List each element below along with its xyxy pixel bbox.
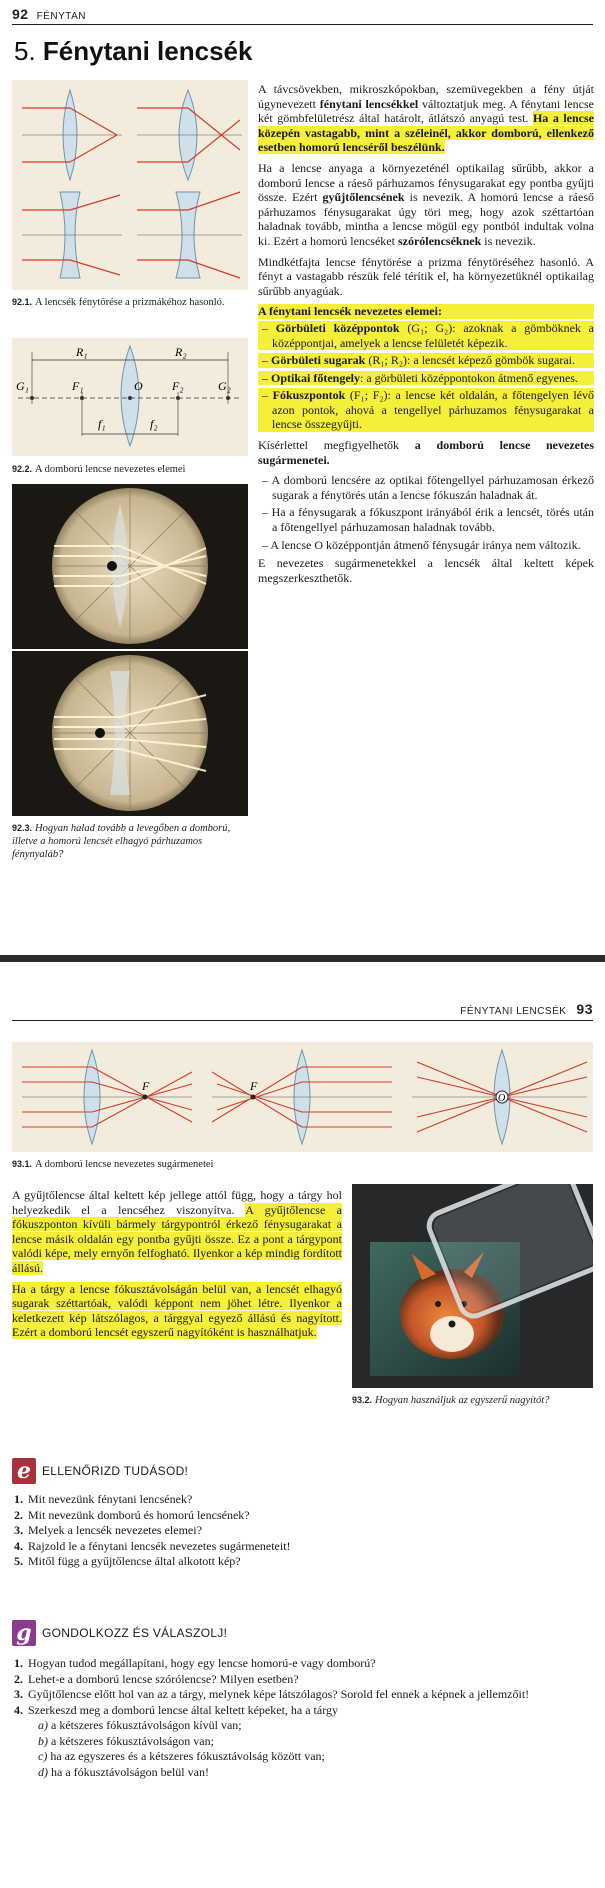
page-number: 93 (576, 1001, 593, 1017)
paragraph-converging: Ha a lencse anyaga a környezeténél optikailag sűrűbb, akkor a domború lencse a ráeső párhuzamos fénysugarakat egy pontba gyűjti össze. Ezért gyűjtőlencsének is nevezik. A homorú lencse a ráeső párhuzamos fénysugarakat úgy töri meg, hogy azok széttartóan haladnak tovább, mintha a lencse mögül egy pontból indultak volna ki. Ezért a homorú lencséket szórólencséknek is nevezik. (258, 160, 594, 248)
figure-caption-93-2 (352, 1394, 593, 1407)
question-item: 3. Gyűjtőlencse előtt hol van az a tárgy, melynek képe látszólagos? Sorold fel ennek a képnek a jellemzőit! (14, 1687, 530, 1701)
label-f1: F₁ (72, 379, 84, 393)
caption-number: 93.2. (352, 1395, 373, 1405)
page-93 (0, 962, 605, 1888)
paragraph-conclusion: E nevezetes sugármenetekkel a lencsék által keltett képek megszerkeszthetők. (258, 556, 594, 585)
label-o: O (498, 1093, 506, 1104)
list-item: – Görbületi sugarak (R₁; R₂): a lencsét képező gömbök sugarai. (258, 353, 594, 368)
lens-elements-diagram (12, 338, 248, 456)
think-answer-header (12, 1620, 227, 1646)
figure-ray-diagrams (12, 1042, 593, 1152)
sub-question: a) a kétszeres fókusztávolságon kívül van; (38, 1718, 242, 1732)
list-item: – Görbületi középpontok (G₁; G₂): azoknak a gömböknek a középpontjai, amelyek a lencse felületét képezik. (258, 321, 594, 350)
sub-question: b) a kétszeres fókusztávolságon van; (38, 1733, 214, 1748)
list-item: – Fókuszpontok (F₁; F₂): a lencse két oldalán, a főtengelyen lévő azon pontok, ahová a tengellyel párhuzamos fénysugarakat a lencse összegyűjti. (258, 388, 594, 432)
question-item: 1. Mit nevezünk fénytani lencsének? (14, 1492, 193, 1506)
convex-lens-right (137, 90, 242, 180)
think-answer-icon: g (12, 1620, 36, 1646)
caption-text: A domború lencse nevezetes sugármenetei (35, 1159, 214, 1170)
label-g1: G₁ (16, 379, 29, 393)
image-text-column (12, 1188, 342, 1346)
label-f2: F₂ (172, 379, 184, 393)
caption-text: A domború lencse nevezetes elemei (35, 464, 186, 475)
check-knowledge-title: ELLENŐRIZD TUDÁSOD! (42, 1464, 189, 1478)
label-f: F (250, 1079, 258, 1093)
paragraph-experiment: Kísérlettel megfigyelhetők a domború lencse nevezetes sugármenetei. (258, 438, 594, 467)
ray-item: – A domború lencsére az optikai főtengellyel párhuzamosan érkező sugarak a fénytörés után a lencse fókuszán haladnak át. (262, 473, 594, 502)
sub-question: c) ha az egyszeres és a kétszeres fókusztávolság között van; (38, 1749, 325, 1763)
question-item: 5. Mitől függ a gyűjtőlencse által alkotott kép? (14, 1554, 241, 1568)
check-knowledge-icon: e (12, 1458, 36, 1484)
question-item: 4. Szerkeszd meg a domború lencse által keltett képeket, ha a tárgy (14, 1702, 338, 1717)
label-f1-length: f₁ (98, 417, 106, 431)
label-r1: R₁ (76, 345, 88, 359)
paragraph-intro: A távcsövekben, mikroszkópokban, szemüvegekben a fény útját úgynevezett fénytani lencsékkel változtatjuk meg. A fénytani lencse két gömbfelületrész által határolt, átlátszó anyagú test. Ha a lencse közepén vastagabb, mint a széleinél, akkor domború, ellenkező esetben homorú lencséről beszélünk. (258, 82, 595, 155)
chapter-title (14, 36, 252, 67)
label-r2: R₂ (175, 345, 187, 359)
caption-number: 92.2. (12, 464, 33, 474)
caption-number: 92.3. (12, 823, 33, 833)
running-head-text: FÉNYTAN (36, 11, 87, 22)
think-answer-list (14, 1656, 592, 1780)
page-number: 92 (12, 6, 29, 22)
ray-diagram-from-focus (212, 1050, 392, 1144)
header-rule (12, 1020, 593, 1021)
check-knowledge-list (14, 1492, 592, 1570)
ray-diagram-center (412, 1050, 587, 1144)
question-item: 2. Mit nevezünk domború és homorú lencsének? (14, 1507, 250, 1522)
question-item: 1. Hogyan tudod megállapítani, hogy egy lencse homorú-e vagy domború? (14, 1656, 376, 1670)
caption-number: 92.1. (12, 297, 33, 307)
elements-heading: A fénytani lencsék nevezetes elemei: (258, 304, 594, 319)
figure-caption-92-1 (12, 296, 248, 309)
figure-lens-refraction (12, 80, 248, 290)
chapter-number: 5. (14, 36, 36, 66)
label-g2: G₂ (218, 379, 231, 393)
label-f2-length: f₂ (150, 417, 158, 431)
photo-concave-lens-experiment (12, 651, 248, 816)
paragraph-prism: Mindkétfajta lencse fénytörése a prizma fénytöréséhez hasonló. A fényt a vastagabb részük felé térítik el, ha környezetüknél optikailag sűrűbb anyagúak. (258, 254, 594, 298)
figure-caption-92-3 (12, 822, 248, 861)
check-knowledge-header (12, 1458, 188, 1484)
ray-item: – Ha a fénysugarak a fókuszpont irányából érik a lencsét, törés után a főtengellyel párhuzamosan haladnak tovább. (262, 505, 594, 535)
sub-question: d) ha a fókusztávolságon belül van! (38, 1764, 209, 1779)
figure-caption-92-2 (12, 463, 248, 476)
label-f: F (142, 1079, 150, 1093)
chapter-title-text: Fénytani lencsék (42, 36, 253, 66)
think-answer-title: GONDOLKOZZ ÉS VÁLASZOLJ! (42, 1626, 228, 1640)
concave-lens-right (137, 192, 242, 278)
question-item: 4. Rajzold le a fénytani lencsék nevezetes sugármeneteit! (14, 1538, 291, 1553)
ray-diagram-parallel (22, 1050, 192, 1144)
running-head (460, 1001, 593, 1017)
lens-refraction-diagram (12, 80, 248, 290)
ray-diagrams (12, 1042, 593, 1152)
caption-text: Hogyan halad tovább a levegőben a domború, illetve a homorú lencsét elhagyó párhuzamos fénynyaláb? (12, 823, 231, 860)
caption-number: 93.1. (12, 1159, 33, 1169)
running-head (12, 6, 86, 22)
question-item: 2. Lehet-e a domború lencse szórólencse? Milyen esetben? (14, 1671, 299, 1686)
figure-caption-93-1 (12, 1158, 412, 1171)
main-text-column (258, 82, 594, 591)
elements-list (258, 321, 594, 432)
paragraph-magnifier: Ha a tárgy a lencse fókusztávolságán belül van, a lencsét elhagyó sugarak széttartóak, valódi képpont nem jöhet létre. Ilyenkor a keletkezett kép látszólagos, a tárggyal egyező állású és nagyított. Ezért a domború lencsét egyszerű nagyítóként is használhatjuk. (12, 1281, 342, 1340)
photo-convex-lens-experiment (12, 484, 248, 649)
caption-text: A lencsék fénytörése a prizmákéhoz hasonló. (35, 297, 225, 308)
paragraph-image-type: A gyűjtőlencse által keltett kép jellege attól függ, hogy a tárgy hol helyezkedik el a lencséhez viszonyítva. A gyűjtőlencse a fókuszponton kívüli bármely tárgypontról érkező fénysugarakat a lencse másik oldalán egy pontba gyűjti össze. Ez a pont a tárgypont valódi képe, mely ernyőn felfogható. Ilyenkor a kép mindig fordított állású. (12, 1188, 343, 1275)
label-o: O (134, 379, 143, 393)
running-head-text: FÉNYTANI LENCSÉK (460, 1006, 567, 1017)
figure-lens-elements (12, 338, 248, 456)
ray-item: – A lencse O középpontján átmenő fénysugár iránya nem változik. (262, 537, 581, 552)
header-rule (12, 24, 593, 25)
concave-prism-lens (22, 192, 122, 278)
photo-magnifier-fox (352, 1184, 593, 1388)
list-item: – Optikai főtengely: a görbületi középpontokon átmenő egyenes. (258, 371, 594, 386)
convex-prism-lens (22, 90, 122, 180)
question-item: 3. Melyek a lencsék nevezetes elemei? (14, 1523, 202, 1537)
caption-text: Hogyan használjuk az egyszerű nagyítót? (375, 1395, 550, 1406)
